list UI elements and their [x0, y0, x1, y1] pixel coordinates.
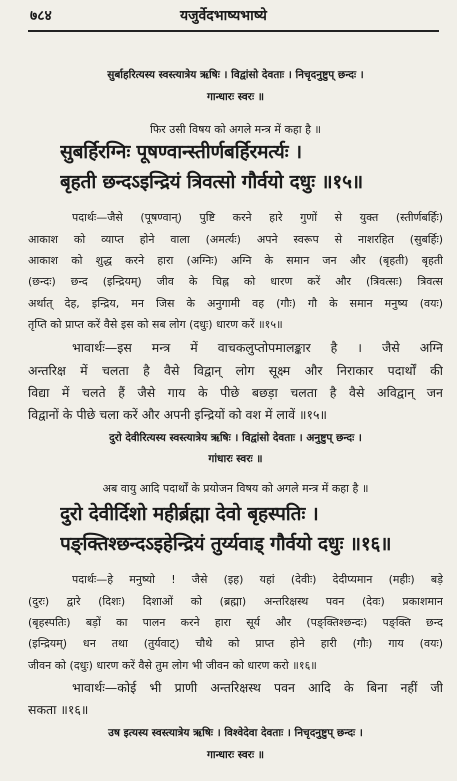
running-header [30, 6, 437, 28]
verse15-bhavartha-line: विद्वानों के पीछे चला करें और अपनी इन्द्रियों को वश में लावें ॥१५॥ [28, 407, 328, 422]
page-number: ७८४ [30, 8, 52, 24]
verse17-meta-line1: उष इत्यस्य स्वस्त्यात्रेय ऋषिः । विश्वेदेवा देवताः । निचृदनुष्टुप् छन्दः । [108, 727, 363, 739]
verse16-padartha-line: जीवन को (दधुः) धारण करें वैसे तुम लोग भी जीवन को धारण करो ॥१६॥ [28, 659, 317, 672]
verse15-padartha-line: आकाश को शुद्ध करने हारा (अग्निः) अग्नि के समान जन और (बृहती) बृहती [28, 254, 443, 267]
verse15-mantra-line1: सुबर्हिरग्निः पूषण्वान्स्तीर्णबर्हिरमर्त्यः । [60, 141, 302, 163]
verse16-mantra-line2: पङ्क्तिश्छन्दऽइहेन्द्रियं तुर्य्यवाड् गौर्वयो दधुः ॥१६॥ [60, 533, 392, 555]
header-rule [28, 30, 439, 32]
running-title: यजुर्वेदभाष्यभाष्ये [180, 8, 267, 24]
verse17-meta-line2: गान्धारः स्वरः ॥ [206, 749, 265, 761]
verse16-intro: अब वायु आदि पदार्थों के प्रयोजन विषय को अगले मन्त्र में कहा है ॥ [102, 482, 369, 495]
verse15-padartha-line: पदार्थः—जैसे (पूषण्वान्) पुष्टि करने हारे गुणों से युक्त (स्तीर्णबर्हिः) [72, 211, 443, 224]
verse16-bhavartha-line: भावार्थः—कोई भी प्राणी अन्तरिक्षस्थ पवन आदि के बिना नहीं जी [72, 680, 443, 695]
verse15-bhavartha-line: विद्या में चलते हैं जैसे गाय के पीछे बछड़ा चलता है वैसे अविद्वान् जन [28, 385, 443, 400]
verse15-intro: फिर उसी विषय को अगले मन्त्र में कहा है ॥ [149, 123, 322, 136]
verse16-bhavartha-line: सकता ॥१६॥ [28, 702, 89, 717]
verse16-mantra-line1: दुरो देवीर्दिशो महीर्ब्रह्मा देवो बृहस्पतिः । [60, 503, 319, 525]
verse15-meta-line1: सुर्बाहरित्यस्य स्वस्त्यात्रेय ऋषिः । विद्वांसो देवताः । निचृदनुष्टुप् छन्दः । [107, 69, 364, 81]
verse16-padartha-line: (बृहस्पतिः) बड़ों का पालन करने हारा सूर्य और (पङ्क्तिश्छन्दः) पङ्क्ति छन्द [28, 616, 443, 629]
verse16-meta-line1: दुरो देवीरित्यस्य स्वस्त्यात्रेय ऋषिः । विद्वांसो देवताः । अनुष्टुप् छन्दः । [109, 432, 362, 444]
verse16-padartha-line: पदार्थः—हे मनुष्यो ! जैसे (इह) यहां (देवीः) देदीप्यमान (महीः) बड़े [72, 573, 443, 586]
verse15-bhavartha-line: भावार्थः—इस मन्त्र में वाचकलुप्तोपमालङ्कार है । जैसे अग्नि [72, 340, 443, 355]
verse16-padartha-line: (इन्द्रियम्) धन तथा (तुर्यवाट्) चौथे को प्राप्त होने हारी (गौः) गाय (वयः) [28, 637, 443, 650]
verse15-padartha-line: आकाश को व्याप्त होने वाला (अमर्त्यः) अपने स्वरूप से नाशरहित (सुबर्हिः) [28, 233, 443, 246]
verse15-bhavartha-line: अन्तरिक्ष में चलता है वैसे विद्वान् लोग सूक्ष्म और निराकार पदार्थों की [28, 363, 443, 378]
verse15-padartha-line: तृप्ति को प्राप्त करें वैसे इस को सब लोग (दधुः) धारण करें ॥१५॥ [28, 318, 283, 331]
verse16-meta-line2: गांधारः स्वरः ॥ [208, 453, 263, 465]
verse15-padartha-line: (छन्दः) छन्द (इन्द्रियम्) जीव के चिह्न को धारण करें और (त्रिवत्सः) त्रिवत्स [28, 275, 443, 288]
verse15-meta-line2: गान्धारः स्वरः ॥ [206, 91, 265, 103]
verse15-padartha-line: अर्थात् देह, इन्द्रिय, मन जिस के अनुगामी वह (गौः) गौ के समान मनुष्य (वयः) [28, 297, 443, 310]
verse16-padartha-line: (दुरः) द्वारे (दिशः) दिशाओं को (ब्रह्मा) अन्तरिक्षस्थ पवन (देवः) प्रकाशमान [28, 595, 443, 608]
verse15-mantra-line2: बृहती छन्दऽइन्द्रियं त्रिवत्सो गौर्वयो दधुः ॥१५॥ [60, 171, 363, 193]
